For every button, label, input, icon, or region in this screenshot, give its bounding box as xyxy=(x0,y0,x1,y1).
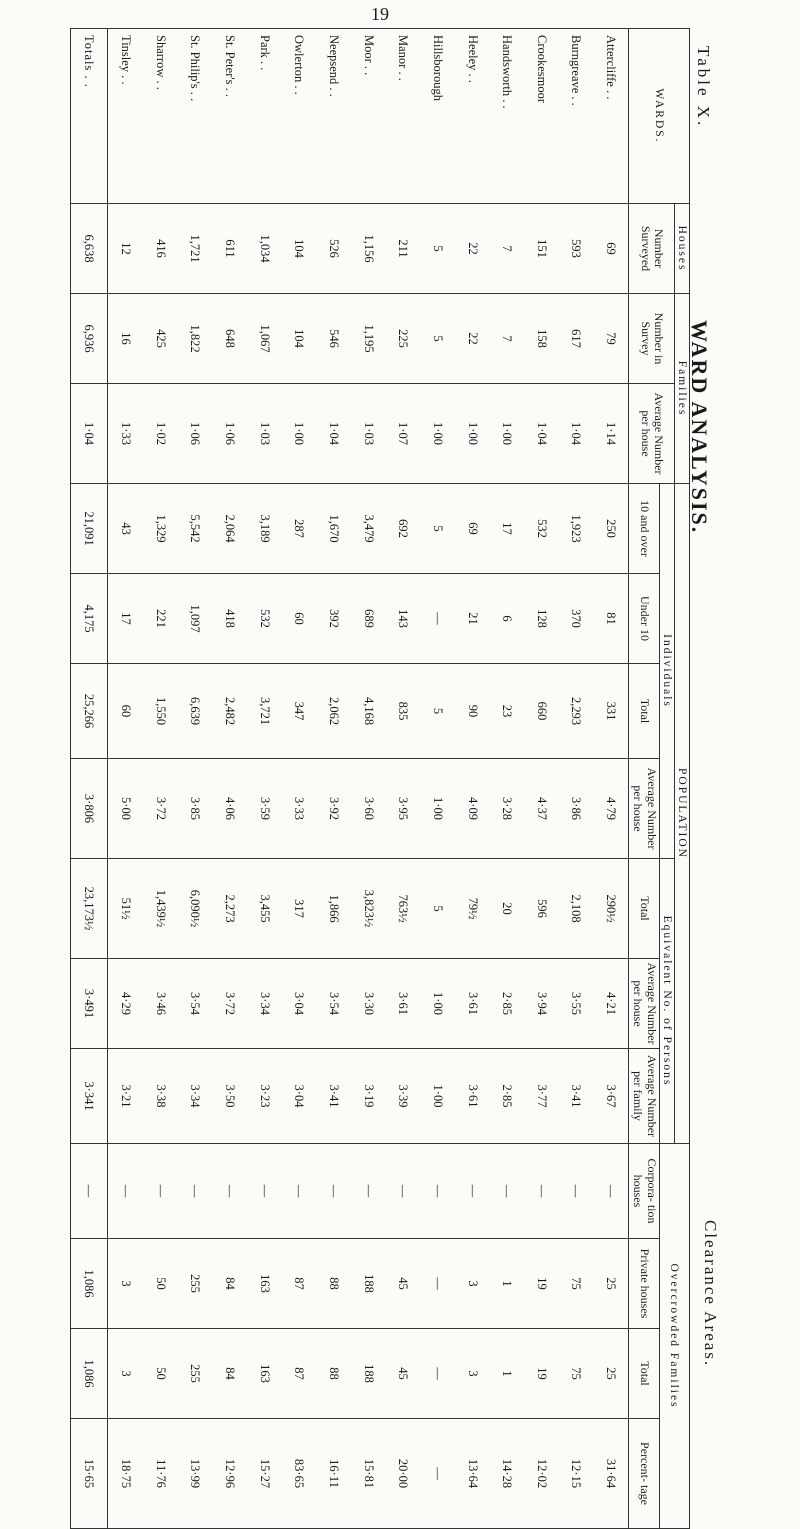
table-row xyxy=(351,29,386,1529)
table-cell: 88 xyxy=(316,1329,351,1419)
table-row xyxy=(489,29,524,1529)
wards-header: WARDS. xyxy=(629,29,690,204)
table-cell: 418 xyxy=(212,574,247,664)
table-cell: 1·03 xyxy=(247,384,282,484)
ward-name: Park . . xyxy=(247,29,282,204)
table-cell: 3,455 xyxy=(247,859,282,959)
col-equivalent-total: Total xyxy=(629,859,660,959)
table-cell: 1·00 xyxy=(420,959,455,1049)
table-cell: 3·341 xyxy=(71,1049,108,1144)
table-cell: 7 xyxy=(489,294,524,384)
table-cell: 3·72 xyxy=(212,959,247,1049)
table-cell: 2,064 xyxy=(212,484,247,574)
table-cell: 1,195 xyxy=(351,294,386,384)
table-cell: 689 xyxy=(351,574,386,664)
table-cell: 3·92 xyxy=(316,759,351,859)
table-cell: 45 xyxy=(385,1329,420,1419)
table-cell: 79 xyxy=(593,294,629,384)
table-cell: 12·15 xyxy=(559,1419,594,1529)
table-cell: 3·59 xyxy=(247,759,282,859)
table-cell: 79½ xyxy=(455,859,490,959)
table-cell: 13·99 xyxy=(178,1419,213,1529)
table-cell: 5,542 xyxy=(178,484,213,574)
table-body xyxy=(71,29,629,1529)
table-cell: 104 xyxy=(281,294,316,384)
table-cell: 1·04 xyxy=(316,384,351,484)
table-cell: 1·14 xyxy=(593,384,629,484)
table-cell: 1,439½ xyxy=(143,859,178,959)
table-cell: 75 xyxy=(559,1239,594,1329)
table-cell: 3·95 xyxy=(385,759,420,859)
table-cell: 692 xyxy=(385,484,420,574)
table-row xyxy=(385,29,420,1529)
table-cell: 317 xyxy=(281,859,316,959)
table-cell: 532 xyxy=(247,574,282,664)
table-cell: 1·00 xyxy=(281,384,316,484)
table-row xyxy=(143,29,178,1529)
table-cell: — xyxy=(420,1144,455,1239)
table-cell: 3·55 xyxy=(559,959,594,1049)
table-cell: 84 xyxy=(212,1329,247,1419)
table-cell: 835 xyxy=(385,664,420,759)
table-cell: 1·06 xyxy=(212,384,247,484)
table-cell: 1,721 xyxy=(178,204,213,294)
table-cell: 331 xyxy=(593,664,629,759)
table-cell: 1 xyxy=(489,1329,524,1419)
table-cell: 5 xyxy=(420,294,455,384)
table-cell: — xyxy=(143,1144,178,1239)
table-row xyxy=(524,29,559,1529)
table-cell: 255 xyxy=(178,1239,213,1329)
table-cell: 6,936 xyxy=(71,294,108,384)
table-cell: — xyxy=(420,574,455,664)
ward-name: Crookesmoor xyxy=(524,29,559,204)
table-cell: 4·21 xyxy=(593,959,629,1049)
table-cell: 648 xyxy=(212,294,247,384)
page-title: WARD ANALYSIS. xyxy=(687,320,712,535)
col-families-avg-per-house: Average Number per house xyxy=(629,384,675,484)
table-cell: 1·04 xyxy=(71,384,108,484)
table-cell: 1·02 xyxy=(143,384,178,484)
table-cell: 12·02 xyxy=(524,1419,559,1529)
table-cell: 3·77 xyxy=(524,1049,559,1144)
table-cell: 3·39 xyxy=(385,1049,420,1144)
table-cell: 1,866 xyxy=(316,859,351,959)
table-cell: 45 xyxy=(385,1239,420,1329)
side-subtitle-box xyxy=(701,1220,750,1460)
table-cell: — xyxy=(178,1144,213,1239)
table-row xyxy=(455,29,490,1529)
table-cell: 75 xyxy=(559,1329,594,1419)
table-cell: 1·00 xyxy=(420,1049,455,1144)
table-cell: 4·06 xyxy=(212,759,247,859)
individuals-group-header: Individuals xyxy=(660,484,675,859)
ward-name: Owlerton . . xyxy=(281,29,316,204)
table-cell: 31·64 xyxy=(593,1419,629,1529)
table-cell: 3·41 xyxy=(316,1049,351,1144)
table-cell: 2,482 xyxy=(212,664,247,759)
table-cell: 1,670 xyxy=(316,484,351,574)
population-group-header: POPULATION xyxy=(675,484,690,1144)
table-cell: 3·72 xyxy=(143,759,178,859)
table-cell: 1 xyxy=(489,1239,524,1329)
table-cell: 20 xyxy=(489,859,524,959)
table-cell: 3·54 xyxy=(316,959,351,1049)
page-number: 19 xyxy=(371,4,389,24)
table-cell: — xyxy=(385,1144,420,1239)
table-cell: 4·79 xyxy=(593,759,629,859)
table-cell: 3·50 xyxy=(212,1049,247,1144)
table-cell: 1·06 xyxy=(178,384,213,484)
table-cell: 3 xyxy=(455,1239,490,1329)
table-cell: 3·30 xyxy=(351,959,386,1049)
table-cell: 1·00 xyxy=(489,384,524,484)
table-cell: 1·03 xyxy=(351,384,386,484)
col-percentage: Percent- tage xyxy=(629,1419,660,1529)
table-cell: 221 xyxy=(143,574,178,664)
table-cell: 51½ xyxy=(107,859,143,959)
ward-name: St. Peter's . . xyxy=(212,29,247,204)
table-cell: 287 xyxy=(281,484,316,574)
table-cell: 4·29 xyxy=(107,959,143,1049)
overcrowded-group-header: Overcrowded Families xyxy=(660,1144,690,1529)
table-cell: 1,086 xyxy=(71,1239,108,1329)
table-cell: — xyxy=(559,1144,594,1239)
table-cell: 3·28 xyxy=(489,759,524,859)
table-cell: 21,091 xyxy=(71,484,108,574)
houses-group-header: Houses xyxy=(675,204,690,294)
table-cell: 15·81 xyxy=(351,1419,386,1529)
side-title-box xyxy=(687,320,742,820)
table-cell: 90 xyxy=(455,664,490,759)
page-subtitle: Clearance Areas. xyxy=(701,1220,720,1368)
table-cell: 2,293 xyxy=(559,664,594,759)
table-cell: 1,034 xyxy=(247,204,282,294)
table-container xyxy=(70,28,690,1505)
table-cell: 3·54 xyxy=(178,959,213,1049)
table-cell: — xyxy=(71,1144,108,1239)
table-cell: 25 xyxy=(593,1239,629,1329)
table-cell: 143 xyxy=(385,574,420,664)
table-cell: 12·96 xyxy=(212,1419,247,1529)
table-cell: — xyxy=(593,1144,629,1239)
table-cell: 526 xyxy=(316,204,351,294)
table-cell: 425 xyxy=(143,294,178,384)
table-cell: 2·85 xyxy=(489,959,524,1049)
table-cell: 16·11 xyxy=(316,1419,351,1529)
col-individuals-total: Total xyxy=(629,664,660,759)
table-cell: 6 xyxy=(489,574,524,664)
ward-name: Hillsborough xyxy=(420,29,455,204)
col-equivalent-avg-per-house: Average Number per house xyxy=(629,959,660,1049)
table-cell: 3,721 xyxy=(247,664,282,759)
table-cell: 3·85 xyxy=(178,759,213,859)
table-cell: 18·75 xyxy=(107,1419,143,1529)
table-cell: 23,173½ xyxy=(71,859,108,959)
table-cell: 5 xyxy=(420,859,455,959)
table-row xyxy=(212,29,247,1529)
table-cell: 5 xyxy=(420,664,455,759)
table-cell: — xyxy=(420,1329,455,1419)
table-cell: 611 xyxy=(212,204,247,294)
col-under-10: Under 10 xyxy=(629,574,660,664)
table-cell: 17 xyxy=(489,484,524,574)
col-families-in-survey: Number in Survey xyxy=(629,294,675,384)
table-cell: 2,062 xyxy=(316,664,351,759)
table-row xyxy=(178,29,213,1529)
table-cell: 11·76 xyxy=(143,1419,178,1529)
table-cell: 23 xyxy=(489,664,524,759)
table-cell: 3,823½ xyxy=(351,859,386,959)
table-cell: 22 xyxy=(455,294,490,384)
table-cell: 225 xyxy=(385,294,420,384)
table-cell: 250 xyxy=(593,484,629,574)
table-cell: 416 xyxy=(143,204,178,294)
table-cell: 2,108 xyxy=(559,859,594,959)
table-cell: 617 xyxy=(559,294,594,384)
table-cell: 6,639 xyxy=(178,664,213,759)
table-cell: 3 xyxy=(107,1329,143,1419)
table-cell: 1·04 xyxy=(559,384,594,484)
table-cell: 104 xyxy=(281,204,316,294)
table-cell: 69 xyxy=(455,484,490,574)
equivalent-group-header: Equivalent No. of Persons xyxy=(660,859,675,1144)
table-cell: 763½ xyxy=(385,859,420,959)
table-cell: 3·61 xyxy=(455,1049,490,1144)
ward-name: Burngreave . . xyxy=(559,29,594,204)
table-cell: — xyxy=(420,1239,455,1329)
table-cell: 83·65 xyxy=(281,1419,316,1529)
table-cell: 3·04 xyxy=(281,1049,316,1144)
table-cell: — xyxy=(351,1144,386,1239)
table-cell: — xyxy=(316,1144,351,1239)
table-cell: 88 xyxy=(316,1239,351,1329)
table-cell: 1,550 xyxy=(143,664,178,759)
table-cell: 2·85 xyxy=(489,1049,524,1144)
ward-name: Moor . . xyxy=(351,29,386,204)
ward-name: Heeley . . xyxy=(455,29,490,204)
table-cell: — xyxy=(247,1144,282,1239)
table-cell: 5 xyxy=(420,484,455,574)
table-row xyxy=(420,29,455,1529)
table-cell: 3·33 xyxy=(281,759,316,859)
table-cell: 25 xyxy=(593,1329,629,1419)
table-cell: — xyxy=(420,1419,455,1529)
table-cell: 17 xyxy=(107,574,143,664)
table-label: Table X. xyxy=(694,46,713,129)
table-cell: 3·60 xyxy=(351,759,386,859)
table-cell: 43 xyxy=(107,484,143,574)
table-cell: 3·38 xyxy=(143,1049,178,1144)
col-overcrowded-total: Total xyxy=(629,1329,660,1419)
table-cell: 50 xyxy=(143,1239,178,1329)
table-cell: 255 xyxy=(178,1329,213,1419)
table-cell: 60 xyxy=(107,664,143,759)
table-cell: 128 xyxy=(524,574,559,664)
table-cell: 19 xyxy=(524,1239,559,1329)
table-row xyxy=(559,29,594,1529)
table-cell: 4·37 xyxy=(524,759,559,859)
table-cell: 13·64 xyxy=(455,1419,490,1529)
table-cell: 158 xyxy=(524,294,559,384)
table-cell: 21 xyxy=(455,574,490,664)
table-cell: 50 xyxy=(143,1329,178,1419)
table-cell: 1,097 xyxy=(178,574,213,664)
table-cell: 1,156 xyxy=(351,204,386,294)
table-cell: 3·41 xyxy=(559,1049,594,1144)
table-cell: 87 xyxy=(281,1329,316,1419)
table-cell: 3·19 xyxy=(351,1049,386,1144)
table-cell: — xyxy=(281,1144,316,1239)
table-cell: 347 xyxy=(281,664,316,759)
table-cell: 22 xyxy=(455,204,490,294)
table-cell: 188 xyxy=(351,1239,386,1329)
table-cell: 3·46 xyxy=(143,959,178,1049)
table-cell: 3·34 xyxy=(178,1049,213,1144)
table-cell: 3 xyxy=(107,1239,143,1329)
table-cell: 7 xyxy=(489,204,524,294)
table-cell: — xyxy=(107,1144,143,1239)
table-cell: 15·65 xyxy=(71,1419,108,1529)
table-cell: — xyxy=(212,1144,247,1239)
table-cell: 163 xyxy=(247,1239,282,1329)
table-cell: 6,090½ xyxy=(178,859,213,959)
table-cell: 3·806 xyxy=(71,759,108,859)
ward-name: Attercliffe . . xyxy=(593,29,629,204)
col-individuals-avg-per-house: Average Number per house xyxy=(629,759,660,859)
table-cell: 392 xyxy=(316,574,351,664)
table-cell: 19 xyxy=(524,1329,559,1419)
table-cell: 3·61 xyxy=(455,959,490,1049)
side-table-label-box xyxy=(694,46,728,129)
table-cell: 2,273 xyxy=(212,859,247,959)
table-cell: 1,086 xyxy=(71,1329,108,1419)
col-equivalent-avg-per-family: Average Number per family xyxy=(629,1049,660,1144)
table-cell: 3,189 xyxy=(247,484,282,574)
table-cell: — xyxy=(455,1144,490,1239)
table-row xyxy=(247,29,282,1529)
table-cell: 3·04 xyxy=(281,959,316,1049)
col-houses-surveyed: Number Surveyed xyxy=(629,204,675,294)
table-cell: 1·00 xyxy=(420,759,455,859)
table-cell: 1·00 xyxy=(455,384,490,484)
table-row xyxy=(107,29,143,1529)
table-cell: — xyxy=(524,1144,559,1239)
table-cell: 3·86 xyxy=(559,759,594,859)
table-cell: 188 xyxy=(351,1329,386,1419)
col-10-and-over: 10 and over xyxy=(629,484,660,574)
families-group-header: Families xyxy=(675,294,690,484)
table-cell: 290½ xyxy=(593,859,629,959)
table-cell: 3·23 xyxy=(247,1049,282,1144)
table-cell: 1·00 xyxy=(420,384,455,484)
table-cell: 1,067 xyxy=(247,294,282,384)
table-cell: 3 xyxy=(455,1329,490,1419)
table-cell: 12 xyxy=(107,204,143,294)
table-cell: 15·27 xyxy=(247,1419,282,1529)
table-cell: 3·34 xyxy=(247,959,282,1049)
table-cell: 3·21 xyxy=(107,1049,143,1144)
table-cell: 1·33 xyxy=(107,384,143,484)
ward-name: Sharrow . . xyxy=(143,29,178,204)
table-cell: 370 xyxy=(559,574,594,664)
table-cell: — xyxy=(489,1144,524,1239)
col-corporation-houses: Corpora- tion houses xyxy=(629,1144,660,1239)
table-cell: 1,923 xyxy=(559,484,594,574)
rotated-table xyxy=(70,28,690,1505)
table-cell: 3·94 xyxy=(524,959,559,1049)
table-cell: 84 xyxy=(212,1239,247,1329)
table-cell: 3·67 xyxy=(593,1049,629,1144)
ward-name: Manor . . xyxy=(385,29,420,204)
table-cell: 69 xyxy=(593,204,629,294)
table-cell: 1·04 xyxy=(524,384,559,484)
table-cell: 6,638 xyxy=(71,204,108,294)
table-cell: 593 xyxy=(559,204,594,294)
table-cell: 16 xyxy=(107,294,143,384)
table-cell: 4·09 xyxy=(455,759,490,859)
table-cell: 1·07 xyxy=(385,384,420,484)
table-cell: 14·28 xyxy=(489,1419,524,1529)
table-cell: 660 xyxy=(524,664,559,759)
table-cell: 3,479 xyxy=(351,484,386,574)
table-cell: 20·00 xyxy=(385,1419,420,1529)
table-cell: 163 xyxy=(247,1329,282,1419)
table-cell: 211 xyxy=(385,204,420,294)
table-cell: 546 xyxy=(316,294,351,384)
table-cell: 25,266 xyxy=(71,664,108,759)
table-cell: 596 xyxy=(524,859,559,959)
table-cell: 532 xyxy=(524,484,559,574)
table-cell: 151 xyxy=(524,204,559,294)
table-cell: 3·491 xyxy=(71,959,108,1049)
table-cell: 3·61 xyxy=(385,959,420,1049)
ward-name: St. Philip's . . xyxy=(178,29,213,204)
ward-name: Neepsend . . xyxy=(316,29,351,204)
table-row xyxy=(593,29,629,1529)
ward-analysis-table xyxy=(70,28,690,1529)
table-cell: 4,168 xyxy=(351,664,386,759)
ward-name: Handsworth . . xyxy=(489,29,524,204)
table-cell: 5 xyxy=(420,204,455,294)
table-cell: 4,175 xyxy=(71,574,108,664)
table-cell: 5·00 xyxy=(107,759,143,859)
table-cell: 1,329 xyxy=(143,484,178,574)
totals-row xyxy=(71,29,108,1529)
table-row xyxy=(316,29,351,1529)
col-private-houses: Private houses xyxy=(629,1239,660,1329)
table-cell: 60 xyxy=(281,574,316,664)
table-cell: 87 xyxy=(281,1239,316,1329)
table-cell: 81 xyxy=(593,574,629,664)
ward-name: Totals . . xyxy=(71,29,108,204)
table-cell: 1,822 xyxy=(178,294,213,384)
table-row xyxy=(281,29,316,1529)
ward-name: Tinsley . . xyxy=(107,29,143,204)
